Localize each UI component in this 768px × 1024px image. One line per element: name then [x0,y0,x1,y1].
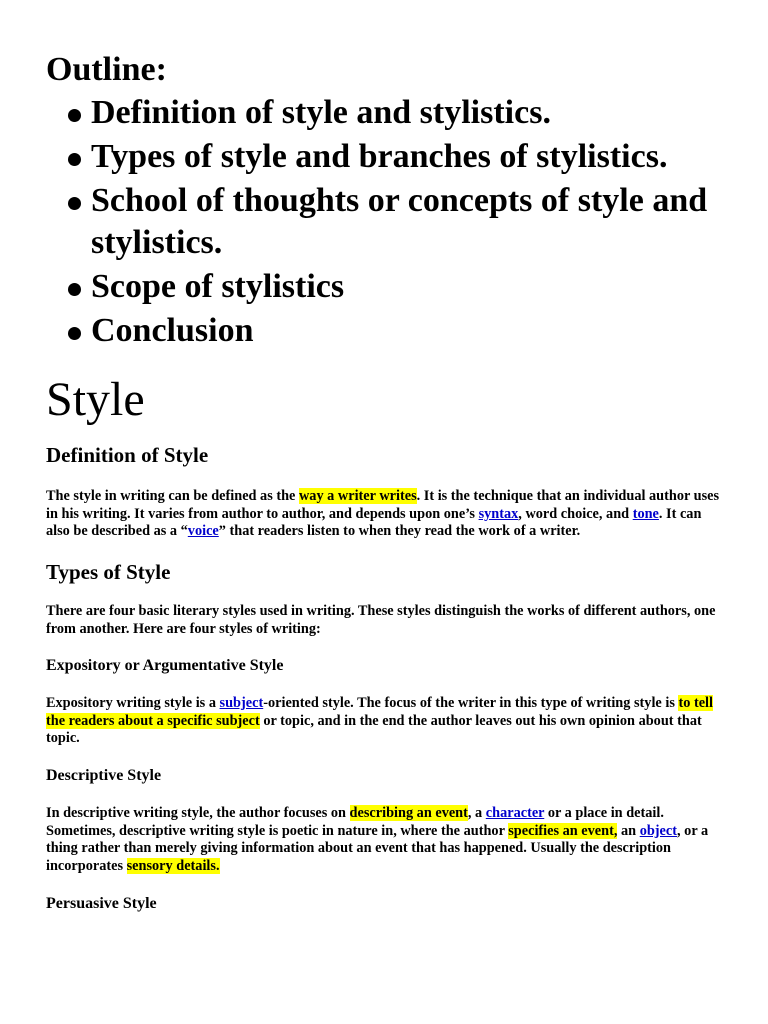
highlighted-text: way a writer writes [298,488,417,504]
outline-item-text: Types of style and branches of stylistics. [91,138,668,175]
descriptive-heading: Descriptive Style [46,767,162,784]
bullet-icon [68,327,81,340]
text-span: , or a thing rather than merely giving information about an event that has happened. Usually the description incorporates [46,822,709,875]
style-title: Style [46,373,145,426]
text-span: , a [467,805,486,821]
text-span: Expository writing style is a [46,695,220,711]
definition-paragraph [46,488,726,541]
character-link[interactable]: character [485,805,545,821]
outline-item-text: School of thoughts or concepts of style and stylistics. [91,182,708,261]
syntax-link[interactable]: syntax [478,505,519,522]
subject-link[interactable]: subject [219,695,264,711]
text-span: In descriptive writing style, the author focuses on [46,805,350,821]
outline-item [68,136,728,178]
outline-item [68,92,728,134]
bullet-icon [68,197,81,210]
outline-item [68,266,728,308]
text-span: ” that readers listen to when they read the work of a writer. [218,523,581,540]
highlighted-text: sensory details. [126,858,220,875]
text-span: . It is the technique that an individual author uses in his writing. It varies from author to author, and depends upon one’s [46,488,720,522]
outline-item [68,310,728,352]
text-span: The style in writing can be defined as the [46,488,299,504]
outline-item [68,180,728,264]
bullet-icon [68,283,81,296]
text-span: or topic, and in the end the author leaves out his own opinion about that topic. [46,712,702,747]
bullet-icon [68,153,81,166]
text-span: an [617,822,640,839]
text-span: -oriented style. The focus of the writer in this type of writing style is [263,695,679,711]
definition-heading: Definition of Style [46,443,209,467]
descriptive-paragraph [46,805,726,876]
highlighted-text: to tell the readers about a specific subject [46,695,714,729]
bullet-icon [68,109,81,122]
text-span: , word choice, and [518,505,633,522]
outline-item-text: Definition of style and stylistics. [91,94,551,131]
persuasive-heading: Persuasive Style [46,895,157,912]
outline-item-text: Scope of stylistics [91,268,345,305]
highlighted-text: describing an event [349,805,468,821]
outline-item-text: Conclusion [91,312,254,349]
expository-heading: Expository or Argumentative Style [46,657,284,674]
expository-paragraph [46,695,726,748]
types-paragraph: There are four basic literary styles used in writing. These styles distinguish the works of different authors, one from another. Here are four styles of writing: [46,603,716,637]
tone-link[interactable]: tone [632,505,659,522]
text-span: . It can also be described as a “ [46,505,702,540]
object-link[interactable]: object [639,822,678,839]
outline-list [68,92,728,354]
highlighted-text: specifies an event, [508,822,618,839]
voice-link[interactable]: voice [187,523,219,540]
outline-title: Outline: [46,51,167,88]
types-heading: Types of Style [46,560,171,584]
text-span: or a place in detail. Sometimes, descriptive writing style is poetic in nature in, where the author [46,805,664,839]
